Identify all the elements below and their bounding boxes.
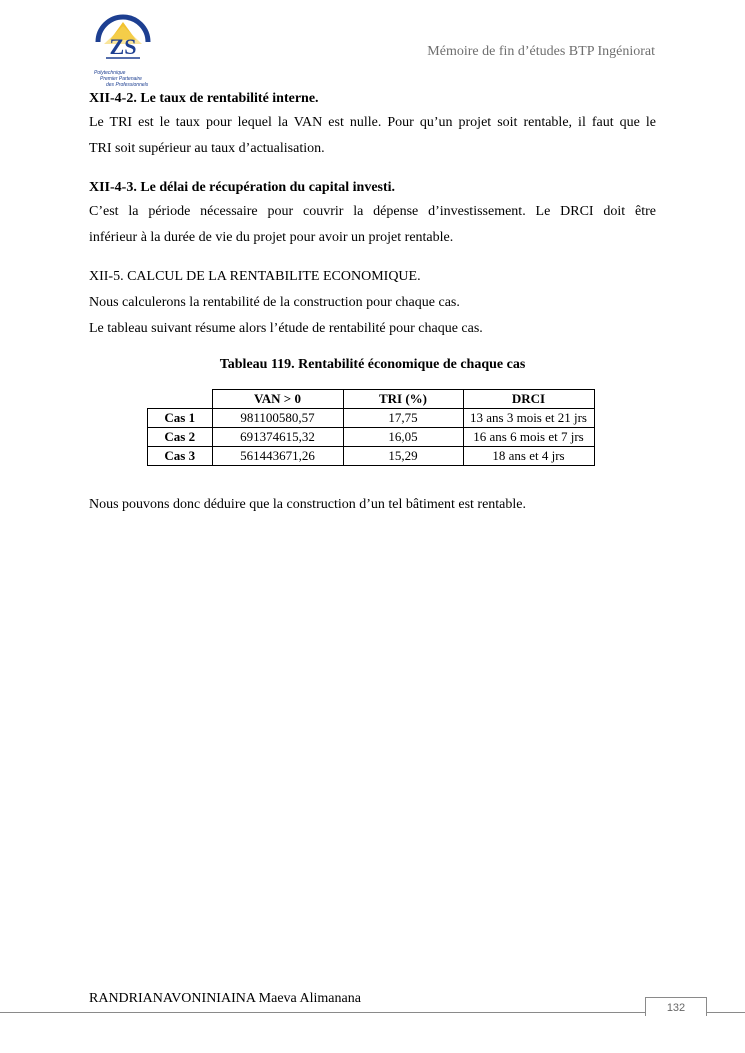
page-number: 132 [645,997,707,1016]
school-logo [92,14,154,92]
row-label: Cas 1 [148,409,213,428]
paragraph-line: Le tableau suivant résume alors l’étude de rentabilité pour chaque cas. [89,321,483,336]
table-header-van: VAN > 0 [212,390,343,409]
section-tri [89,88,656,162]
row-label: Cas 2 [148,428,213,447]
paragraph-line: inférieur à la durée de vie du projet pour avoir un projet rentable. [89,230,454,245]
cell-tri: 17,75 [343,409,463,428]
footer-author: RANDRIANAVONINIAINA Maeva Alimanana [89,991,361,1006]
cell-drci: 18 ans et 4 jrs [463,447,594,466]
document-header-title: Mémoire de fin d’études BTP Ingéniorat [427,44,655,59]
rentability-table [147,389,595,466]
cell-van: 981100580,57 [212,409,343,428]
paragraph-line: C’est la période nécessaire pour couvrir la dépense d’investissement. Le DRCI doit être [89,204,656,219]
cell-tri: 15,29 [343,447,463,466]
cell-van: 561443671,26 [212,447,343,466]
table-header-drci: DRCI [463,390,594,409]
conclusion-paragraph: Nous pouvons donc déduire que la construction d’un tel bâtiment est rentable. [89,497,527,512]
section-calcul [89,264,656,342]
paragraph-line: TRI soit supérieur au taux d’actualisation. [89,141,325,156]
table-header-tri: TRI (%) [343,390,463,409]
table-caption: Tableau 119. Rentabilité économique de chaque cas [219,357,526,372]
section-heading: XII-5. CALCUL DE LA RENTABILITE ECONOMIQUE. [89,269,421,284]
table-row [148,447,595,466]
table-row [148,428,595,447]
cell-tri: 16,05 [343,428,463,447]
table-header-row [148,390,595,409]
section-drci [89,177,656,251]
section-heading: XII-4-2. Le taux de rentabilité interne. [89,91,319,106]
logo-line-3: des Professionnels [106,82,149,88]
table-corner-cell [148,390,213,409]
paragraph-line: Le TRI est le taux pour lequel la VAN est nulle. Pour qu’un projet soit rentable, il faut que le [89,115,656,130]
logo-line-1: Polytechnique [94,70,126,76]
table-row [148,409,595,428]
row-label: Cas 3 [148,447,213,466]
section-heading: XII-4-3. Le délai de récupération du capital investi. [89,180,396,195]
paragraph-line: Nous calculerons la rentabilité de la construction pour chaque cas. [89,295,460,310]
logo-line-2: Premier Partenaire [100,76,142,82]
cell-van: 691374615,32 [212,428,343,447]
footer-divider [0,1012,745,1013]
cell-drci: 16 ans 6 mois et 7 jrs [463,428,594,447]
cell-drci: 13 ans 3 mois et 21 jrs [463,409,594,428]
logo-letters: ZS [109,34,137,59]
